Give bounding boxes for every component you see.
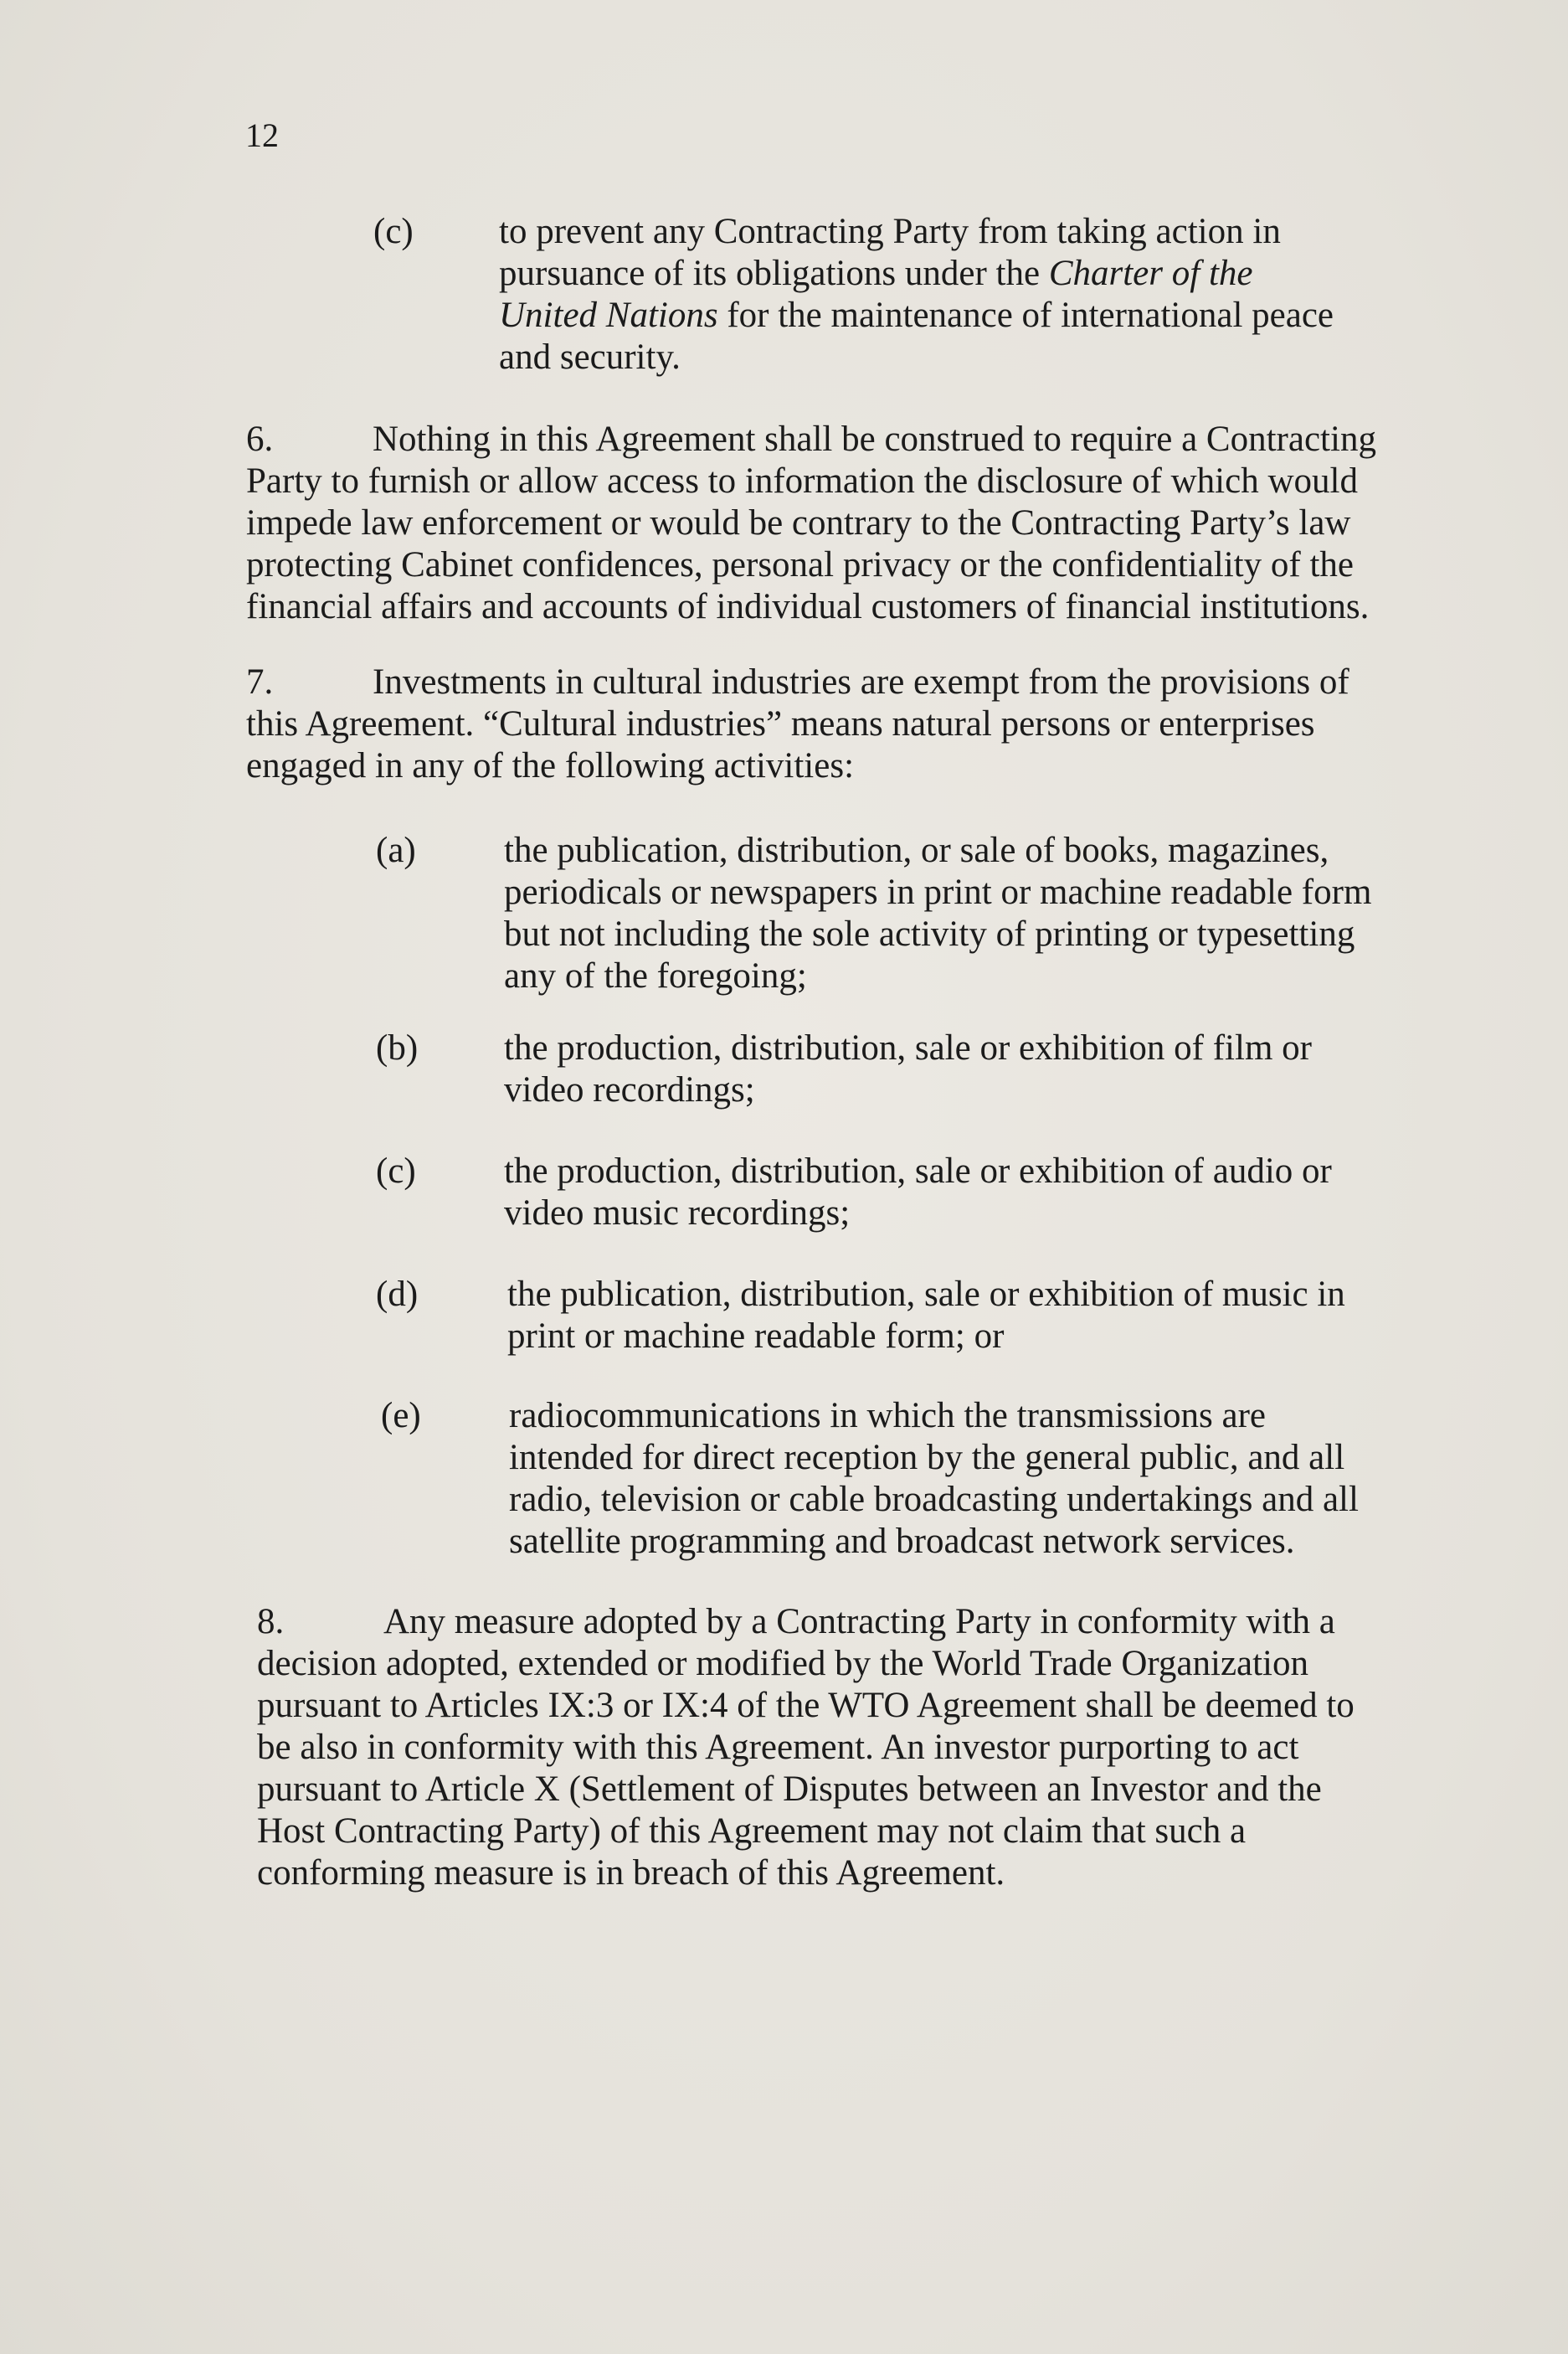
- item-label: (c): [373, 212, 414, 251]
- paragraph-text: Investments in cultural industries are exempt from the provisions of this Agreement. “Cultural industries” means natural persons or enterprises engaged in any of the following activities:: [246, 662, 1350, 786]
- item-text: the production, distribution, sale or exhibition of audio or video music recordings;: [504, 1151, 1332, 1233]
- paragraph-6: [246, 419, 1376, 628]
- item-label: (c): [376, 1151, 416, 1191]
- paragraph-text: Nothing in this Agreement shall be construed to require a Contracting Party to furnish or allow access to information the disclosure of which would impede law enforcement or would be contrary to the Contracting Party’s law protecting Cabinet confidences, personal privacy or the confidentiality of the financial affairs and accounts of individual customers of financial institutions.: [246, 420, 1376, 626]
- item-text: radiocommunications in which the transmissions are intended for direct reception by the general public, and all radio, television or cable broadcasting undertakings and all satellite programming and broadcast network services.: [509, 1396, 1359, 1561]
- item-text: the publication, distribution, sale or exhibition of music in print or machine readable form; or: [507, 1275, 1345, 1356]
- item-label: (e): [381, 1396, 421, 1435]
- item-text: the production, distribution, sale or exhibition of film or video recordings;: [504, 1028, 1312, 1110]
- paragraph-8: [257, 1601, 1396, 1894]
- item-text: the publication, distribution, or sale of books, magazines, periodicals or newspapers in print or machine readable form but not including the sole activity of printing or typesetting any of the foregoing;: [504, 831, 1372, 996]
- page-number: 12: [245, 116, 279, 154]
- item-text: [499, 211, 1344, 379]
- item-label: (a): [376, 831, 416, 870]
- item-label: (b): [376, 1028, 419, 1068]
- item-text-before: to prevent any Contracting Party from taking action in pursuance of its obligations under the: [499, 212, 1281, 293]
- item-label: (d): [376, 1275, 419, 1314]
- item-text-after: for the maintenance of international peace and security.: [499, 296, 1334, 377]
- charter-title-italic: Charter of the United Nations: [499, 254, 1253, 335]
- paragraph-number: 8.: [257, 1602, 285, 1641]
- paragraph-number: 7.: [246, 662, 274, 702]
- paragraph-text: Any measure adopted by a Contracting Party in conformity with a decision adopted, extended or modified by the World Trade Organization pursuant to Articles IX:3 or IX:4 of the WTO Agreement shall be deemed to be also in conformity with this Agreement. An investor purporting to act pursuant to Article X (Settlement of Disputes between an Investor and the Host Contracting Party) of this Agreement may not claim that such a conforming measure is in breach of this Agreement.: [257, 1602, 1355, 1893]
- paragraph-7: [246, 662, 1376, 787]
- paragraph-number: 6.: [246, 420, 274, 459]
